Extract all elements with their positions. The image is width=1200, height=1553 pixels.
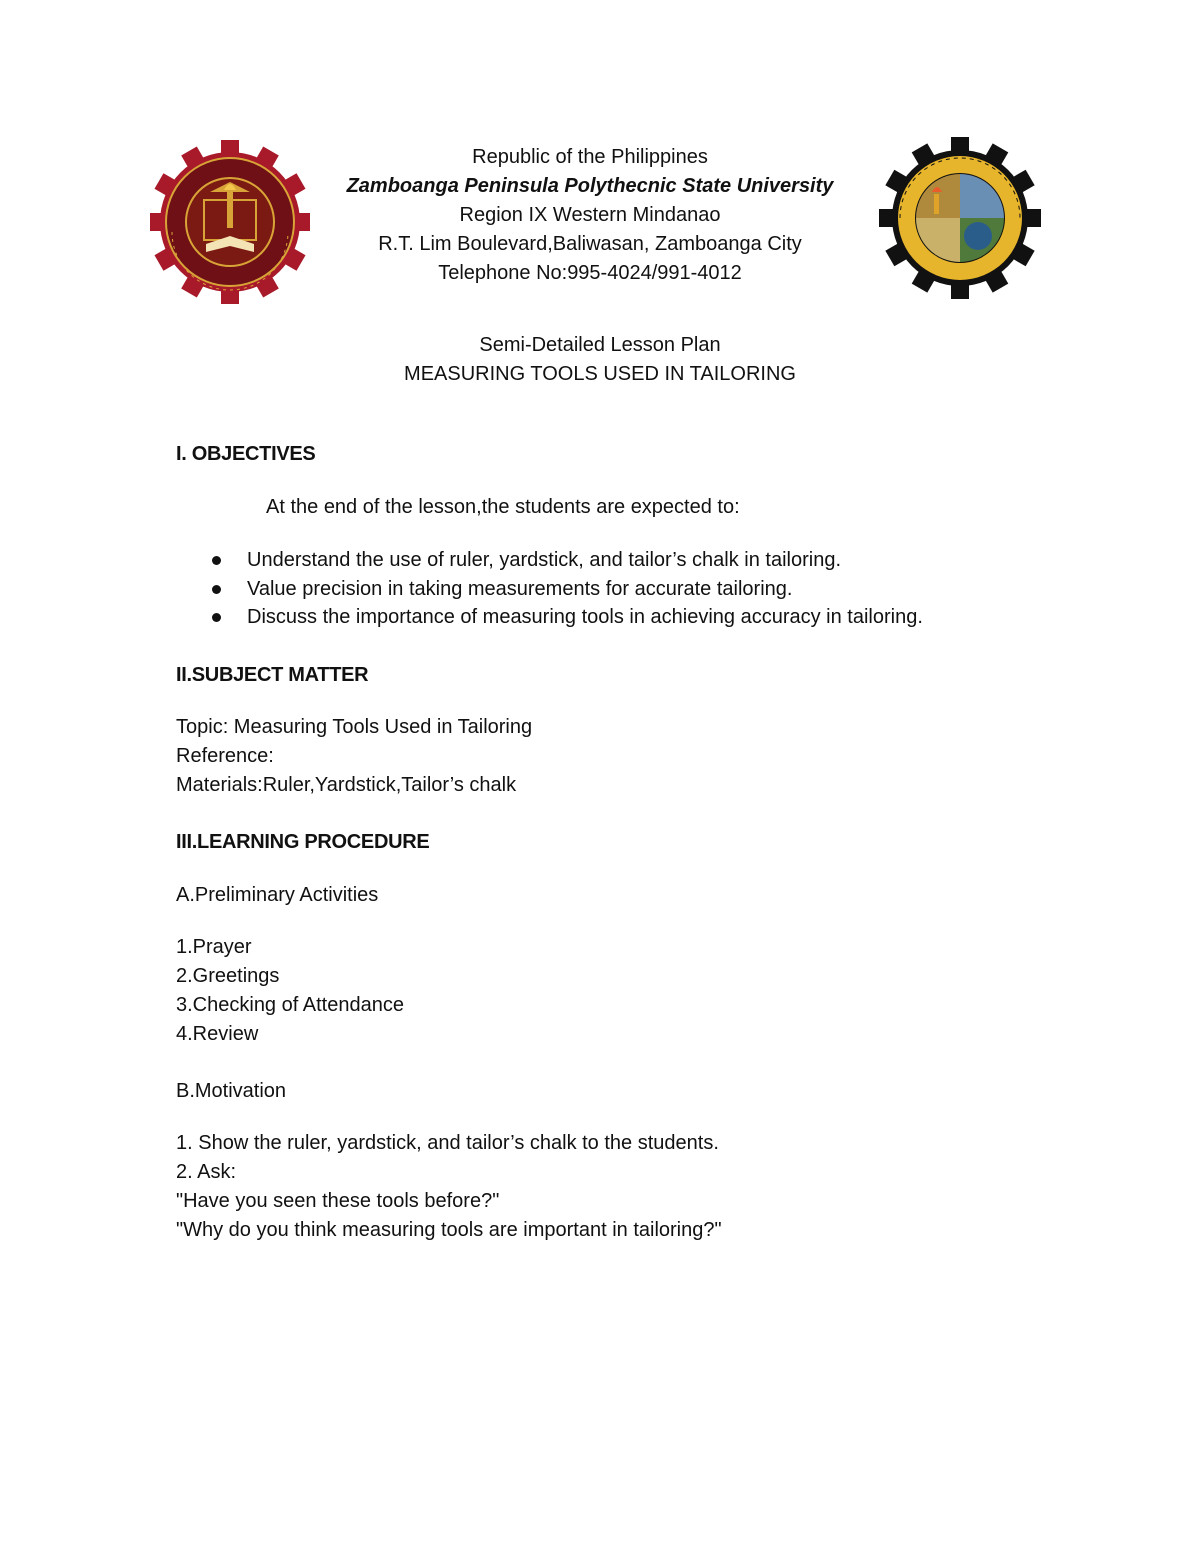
list-item: 4.Review [176, 1023, 259, 1045]
motivation-heading: B.Motivation [176, 1080, 287, 1102]
list-item: "Why do you think measuring tools are important in tailoring?" [176, 1219, 722, 1241]
university-seal-icon [879, 137, 1041, 299]
objectives-list [212, 546, 923, 632]
reference-line: Reference: [176, 745, 274, 767]
list-item: 2. Ask: [176, 1161, 237, 1183]
motivation-list [176, 1129, 722, 1245]
bullet-icon [212, 585, 221, 594]
bullet-icon [212, 556, 221, 565]
procedure-heading: III.LEARNING PROCEDURE [176, 831, 430, 853]
topic-line: Topic: Measuring Tools Used in Tailoring [176, 716, 533, 738]
university-seal-left [150, 140, 310, 304]
materials-line: Materials:Ruler,Yardstick,Tailor’s chalk [176, 774, 517, 796]
objectives-intro: At the end of the lesson,the students are expected to: [266, 496, 740, 518]
list-item: "Have you seen these tools before?" [176, 1190, 500, 1212]
list-item: 1.Prayer [176, 936, 252, 958]
objectives-heading: I. OBJECTIVES [176, 443, 316, 465]
plan-title: MEASURING TOOLS USED IN TAILORING [404, 363, 796, 385]
list-item: 1. Show the ruler, yardstick, and tailor’s chalk to the students. [176, 1132, 719, 1154]
list-item: Discuss the importance of measuring tools in achieving accuracy in tailoring. [212, 603, 923, 632]
address-line: R.T. Lim Boulevard,Baliwasan, Zamboanga City [378, 233, 802, 255]
list-item: Understand the use of ruler, yardstick, and tailor’s chalk in tailoring. [212, 546, 923, 575]
preliminary-heading: A.Preliminary Activities [176, 884, 379, 906]
list-item: 3.Checking of Attendance [176, 994, 404, 1016]
letterhead [330, 143, 850, 288]
region-line: Region IX Western Mindanao [459, 204, 721, 226]
university-seal-icon [150, 140, 310, 304]
university-name: Zamboanga Peninsula Polythecnic State University [346, 175, 834, 197]
university-seal-right [879, 137, 1041, 299]
list-item: 2.Greetings [176, 965, 280, 987]
subject-matter-heading: II.SUBJECT MATTER [176, 664, 369, 686]
preliminary-list [176, 933, 404, 1049]
country-line: Republic of the Philippines [472, 146, 708, 168]
plan-type: Semi-Detailed Lesson Plan [479, 334, 721, 356]
subject-matter-block [176, 713, 532, 800]
telephone-line: Telephone No:995-4024/991-4012 [438, 262, 742, 284]
lesson-plan-header [300, 331, 900, 389]
bullet-icon [212, 613, 221, 622]
list-item: Value precision in taking measurements for accurate tailoring. [212, 575, 923, 604]
